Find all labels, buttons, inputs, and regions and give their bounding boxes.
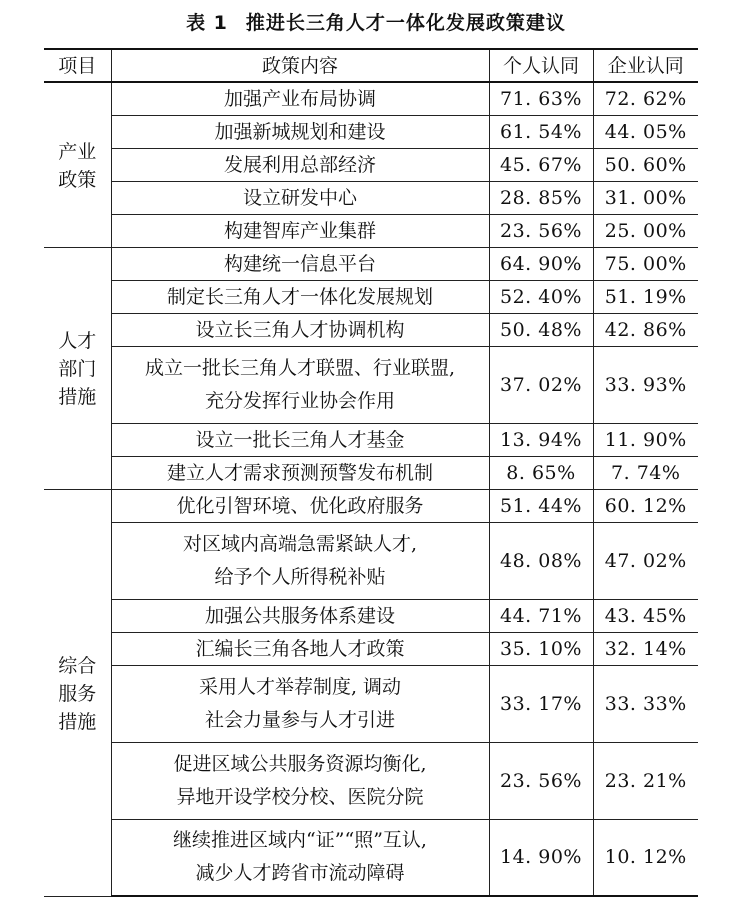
personal-approval-cell: 13. 94%: [489, 423, 593, 456]
policy-content-line: 构建统一信息平台: [223, 252, 376, 275]
enterprise-approval-cell: 32. 14%: [593, 632, 698, 665]
table-row: [44, 742, 698, 819]
policy-content-cell: [111, 313, 489, 346]
table-row: [44, 599, 698, 632]
policy-content-line: 建立人才需求预测预警发布机制: [166, 461, 433, 484]
policy-content-line: 发展利用总部经济: [223, 153, 376, 176]
table-row: [44, 522, 698, 599]
table-row: [44, 489, 698, 522]
category-line: 综合: [58, 654, 97, 677]
personal-approval-cell: 71. 63%: [489, 82, 593, 115]
personal-approval-cell: 37. 02%: [489, 346, 593, 423]
policy-content-line: 减少人才跨省市流动障碍: [195, 862, 405, 885]
policy-content-cell: [111, 632, 489, 665]
category-line: 人才: [58, 330, 97, 352]
table-row: [44, 247, 698, 280]
policy-content-line: 优化引智环境、优化政府服务: [176, 494, 424, 517]
table-caption: 推进长三角人才一体化发展政策建议: [245, 12, 566, 34]
personal-approval-cell: 50. 48%: [489, 313, 593, 346]
category-line: 服务: [58, 682, 97, 705]
personal-approval-cell: 64. 90%: [489, 247, 593, 280]
policy-content-cell: [111, 599, 489, 632]
policy-content-line: 给予个人所得税补贴: [214, 565, 386, 588]
policy-content-cell: [111, 489, 489, 522]
personal-approval-cell: 23. 56%: [489, 742, 593, 819]
personal-approval-cell: 35. 10%: [489, 632, 593, 665]
header-personal: 个人认同: [489, 49, 593, 82]
personal-approval-cell: 48. 08%: [489, 522, 593, 599]
enterprise-approval-cell: 72. 62%: [593, 82, 698, 115]
table-title: [0, 8, 752, 35]
policy-content-line: 社会力量参与人才引进: [204, 708, 395, 731]
enterprise-approval-cell: 50. 60%: [593, 148, 698, 181]
policy-content-line: 制定长三角人才一体化发展规划: [166, 285, 433, 308]
enterprise-approval-cell: 11. 90%: [593, 423, 698, 456]
enterprise-approval-cell: 25. 00%: [593, 214, 698, 247]
policy-content-line: 设立研发中心: [242, 186, 357, 209]
policy-content-line: 充分发挥行业协会作用: [204, 389, 395, 412]
category-cell: [44, 247, 111, 489]
enterprise-approval-cell: 23. 21%: [593, 742, 698, 819]
table-row: [44, 148, 698, 181]
policy-content-line: 继续推进区域内“证”“照”互认,: [173, 829, 427, 852]
table-row: [44, 819, 698, 896]
policy-content-line: 成立一批长三角人才联盟、行业联盟,: [144, 356, 456, 379]
policy-content-line: 对区域内高端急需紧缺人才,: [182, 532, 418, 555]
header-content: 政策内容: [111, 49, 489, 82]
policy-content-cell: [111, 247, 489, 280]
category-line: 政策: [58, 168, 97, 191]
policy-content-line: 采用人才举荐制度, 调动: [198, 675, 402, 698]
enterprise-approval-cell: 33. 33%: [593, 665, 698, 742]
policy-content-cell: [111, 148, 489, 181]
table-row: [44, 181, 698, 214]
table-row: [44, 423, 698, 456]
personal-approval-cell: 44. 71%: [489, 599, 593, 632]
personal-approval-cell: 51. 44%: [489, 489, 593, 522]
policy-content-line: 设立长三角人才协调机构: [195, 318, 405, 341]
policy-content-line: 加强产业布局协调: [223, 87, 376, 110]
table-row: [44, 665, 698, 742]
policy-table: [44, 48, 698, 897]
policy-content-cell: [111, 522, 489, 599]
table-row: [44, 82, 698, 115]
policy-content-line: 异地开设学校分校、医院分院: [176, 785, 424, 808]
enterprise-approval-cell: 31. 00%: [593, 181, 698, 214]
table-row: [44, 456, 698, 489]
policy-content-line: 促进区域公共服务资源均衡化,: [173, 752, 427, 775]
category-line: 部门: [58, 358, 97, 380]
table-row: [44, 346, 698, 423]
enterprise-approval-cell: 7. 74%: [593, 456, 698, 489]
enterprise-approval-cell: 47. 02%: [593, 522, 698, 599]
category-line: 措施: [58, 386, 97, 408]
category-cell: [44, 82, 111, 247]
category-cell: [44, 489, 111, 896]
header-row: [44, 49, 698, 82]
personal-approval-cell: 45. 67%: [489, 148, 593, 181]
enterprise-approval-cell: 51. 19%: [593, 280, 698, 313]
personal-approval-cell: 8. 65%: [489, 456, 593, 489]
enterprise-approval-cell: 42. 86%: [593, 313, 698, 346]
personal-approval-cell: 61. 54%: [489, 115, 593, 148]
enterprise-approval-cell: 33. 93%: [593, 346, 698, 423]
policy-content-cell: [111, 742, 489, 819]
personal-approval-cell: 33. 17%: [489, 665, 593, 742]
table-row: [44, 313, 698, 346]
policy-content-cell: [111, 214, 489, 247]
table-row: [44, 280, 698, 313]
table-row: [44, 115, 698, 148]
enterprise-approval-cell: 44. 05%: [593, 115, 698, 148]
personal-approval-cell: 14. 90%: [489, 819, 593, 896]
policy-content-cell: [111, 82, 489, 115]
category-line: 产业: [58, 140, 97, 163]
policy-content-cell: [111, 423, 489, 456]
policy-content-cell: [111, 819, 489, 896]
policy-content-line: 汇编长三角各地人才政策: [195, 637, 405, 660]
policy-content-line: 加强公共服务体系建设: [204, 604, 395, 627]
policy-content-line: 设立一批长三角人才基金: [195, 428, 405, 451]
policy-content-cell: [111, 456, 489, 489]
enterprise-approval-cell: 10. 12%: [593, 819, 698, 896]
policy-content-cell: [111, 346, 489, 423]
table-row: [44, 214, 698, 247]
policy-content-cell: [111, 181, 489, 214]
header-item: 项目: [44, 49, 111, 82]
personal-approval-cell: 52. 40%: [489, 280, 593, 313]
enterprise-approval-cell: 60. 12%: [593, 489, 698, 522]
policy-content-line: 加强新城规划和建设: [214, 120, 386, 143]
enterprise-approval-cell: 75. 00%: [593, 247, 698, 280]
header-enterprise: 企业认同: [593, 49, 698, 82]
table-number: 表 1: [186, 12, 228, 34]
enterprise-approval-cell: 43. 45%: [593, 599, 698, 632]
policy-content-cell: [111, 280, 489, 313]
table-body: [44, 82, 698, 896]
category-line: 措施: [58, 710, 97, 733]
policy-content-cell: [111, 115, 489, 148]
policy-content-line: 构建智库产业集群: [223, 219, 376, 242]
personal-approval-cell: 28. 85%: [489, 181, 593, 214]
table-row: [44, 632, 698, 665]
personal-approval-cell: 23. 56%: [489, 214, 593, 247]
policy-content-cell: [111, 665, 489, 742]
